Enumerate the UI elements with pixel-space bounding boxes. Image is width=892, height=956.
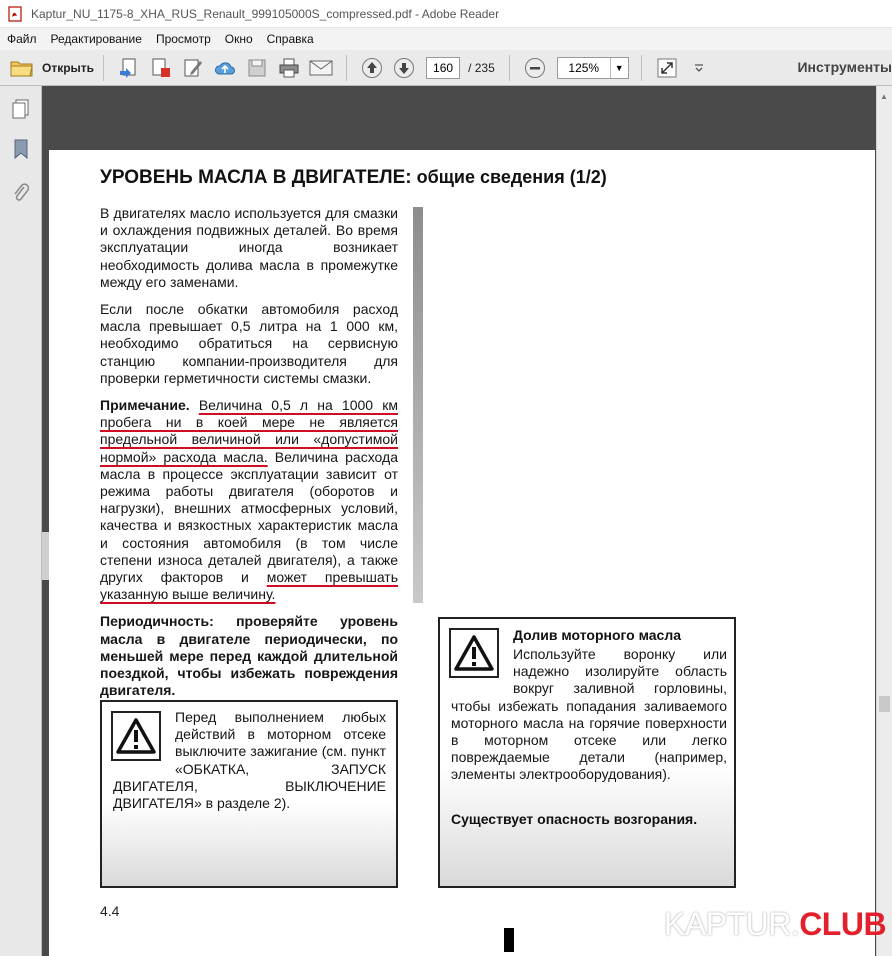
warning-fire-hazard: Существует опасность возгорания. <box>451 811 698 827</box>
scrollbar-thumb[interactable] <box>879 696 890 712</box>
menu-view[interactable]: Просмотр <box>155 32 211 46</box>
export-pdf-icon <box>150 57 172 79</box>
warning-box-ignition <box>100 700 398 888</box>
warning-oil-title: Долив моторного масла <box>513 627 682 643</box>
note-plain: Величина расхода масла в процессе эксплуатации зависит от режима работы двигателя (оборотов и нагрузки), внешних атмосферных условий, качества и вязкостных характеристик масла и состояния автомобиля (в том числе степени износа деталей двигателя), а также других факторов и <box>100 448 398 586</box>
note-label: Примечание. <box>100 397 190 414</box>
cloud-upload-icon <box>214 57 236 79</box>
page-title <box>100 167 607 189</box>
paragraph-oil-consumption: Если после обкатки автомобиля расход масла превышает 0,5 литра на 1 000 км, необходимо обратиться на сервисную станцию компании-производителя для проверки герметичности системы смазки. <box>100 301 398 386</box>
full-screen-button[interactable] <box>654 55 680 81</box>
expand-icon <box>656 57 678 79</box>
warning-ignition-text: Перед выполнением любых действий в моторном отсеке выключите зажигание (см. пункт «ОБКАТКА, ЗАПУСК ДВИГАТЕЛЯ, ВЫКЛЮЧЕНИЕ ДВИГАТЕЛЯ» в разделе 2). <box>113 709 386 812</box>
menu-help[interactable]: Справка <box>266 32 314 46</box>
tools-pane-button[interactable]: Инструменты <box>797 59 892 75</box>
menu-file[interactable]: Файл <box>7 32 37 46</box>
menu-window[interactable]: Окно <box>224 32 253 46</box>
zoom-out-button[interactable] <box>522 55 548 81</box>
minus-circle-icon <box>524 57 546 79</box>
note-underlined-1: Величина 0,5 л на 1000 км пробега ни в коей мере не является предельной величиной или «допустимой нормой» расхода масла. <box>100 397 398 465</box>
print-button[interactable] <box>276 55 302 81</box>
page-total: / 235 <box>468 60 495 75</box>
page-number-label: 4.4 <box>100 903 120 919</box>
open-label: Открыть <box>42 60 95 75</box>
arrow-down-circle-icon <box>393 57 415 79</box>
bookmark-icon[interactable] <box>10 138 32 160</box>
paragraph-oil-usage: В двигателях масло используется для смазки и охлаждения подвижных деталей. Во время эксплуатации иногда возникает необходимость долива масла в промежутке между его заменами. <box>100 205 398 290</box>
pdf-file-icon <box>7 6 23 22</box>
create-pdf-button[interactable] <box>116 55 142 81</box>
warning-box-oil-top-up <box>438 617 736 888</box>
email-button[interactable] <box>308 55 334 81</box>
edit-pdf-button[interactable] <box>180 55 206 81</box>
window-title: Kaptur_NU_1175-8_XHA_RUS_Renault_999105000S_compressed.pdf - Adobe Reader <box>31 6 500 21</box>
watermark-dot: . <box>790 906 800 942</box>
toolbar <box>0 50 892 86</box>
arrow-up-circle-icon <box>361 57 383 79</box>
window-titlebar <box>0 0 892 28</box>
save-button[interactable] <box>244 55 270 81</box>
column-divider <box>413 207 423 603</box>
next-page-button[interactable] <box>391 55 417 81</box>
toolbar-separator <box>641 55 642 81</box>
toolbar-separator <box>346 55 347 81</box>
watermark-part-1: KAPTUR <box>664 906 791 942</box>
note-underlined-2: может превышать указанную выше величину. <box>100 569 399 603</box>
heading-sub: общие сведения (1/2) <box>411 167 607 187</box>
envelope-icon <box>309 57 333 79</box>
chevron-down-icon[interactable]: ▼ <box>610 58 628 78</box>
upload-button[interactable] <box>212 55 238 81</box>
export-pdf-button[interactable] <box>148 55 174 81</box>
previous-page-button[interactable] <box>359 55 385 81</box>
menu-edit[interactable]: Редактирование <box>50 32 142 46</box>
zoom-select[interactable] <box>557 57 629 79</box>
warning-oil-text: Используйте воронку или надежно изолируйте область вокруг заливной горловины, чтобы избежать попадания заливаемого моторного масла на горячие поверхности в моторном отсеке или легко повреждаемые детали (например, элементы электрооборудования). <box>451 646 727 783</box>
site-watermark <box>664 906 886 943</box>
menu-bar <box>0 28 892 50</box>
folder-icon <box>10 58 34 78</box>
paragraph-periodicity: Периодичность: проверяйте уровень масла в двигателе периодически, по меньшей мере перед каждой длительной поездкой, чтобы избежать повреждения двигателя. <box>100 613 398 699</box>
toolbar-separator <box>509 55 510 81</box>
page-number-input[interactable]: 160 <box>426 57 460 79</box>
paragraph-note <box>100 397 398 603</box>
watermark-part-2: CLUB <box>799 906 887 942</box>
printer-icon <box>278 57 300 79</box>
toolbar-separator <box>103 55 104 81</box>
toolbar-options-button[interactable] <box>686 55 712 81</box>
open-button[interactable] <box>10 58 94 78</box>
page-thumbnails-icon[interactable] <box>10 98 32 120</box>
chevron-down-icon <box>693 62 705 74</box>
floppy-save-icon <box>246 57 268 79</box>
paperclip-icon[interactable] <box>10 182 32 204</box>
print-mark <box>504 928 514 952</box>
navigation-pane <box>0 86 42 956</box>
edit-pdf-icon <box>182 57 204 79</box>
create-pdf-icon <box>118 57 140 79</box>
vertical-scrollbar[interactable] <box>876 86 892 956</box>
zoom-value: 125% <box>568 60 600 75</box>
heading-main: УРОВЕНЬ МАСЛА В ДВИГАТЕЛЕ: <box>100 167 412 188</box>
left-column-text <box>100 205 398 709</box>
pdf-page <box>49 150 875 956</box>
scroll-up-icon[interactable]: ▲ <box>880 92 888 101</box>
